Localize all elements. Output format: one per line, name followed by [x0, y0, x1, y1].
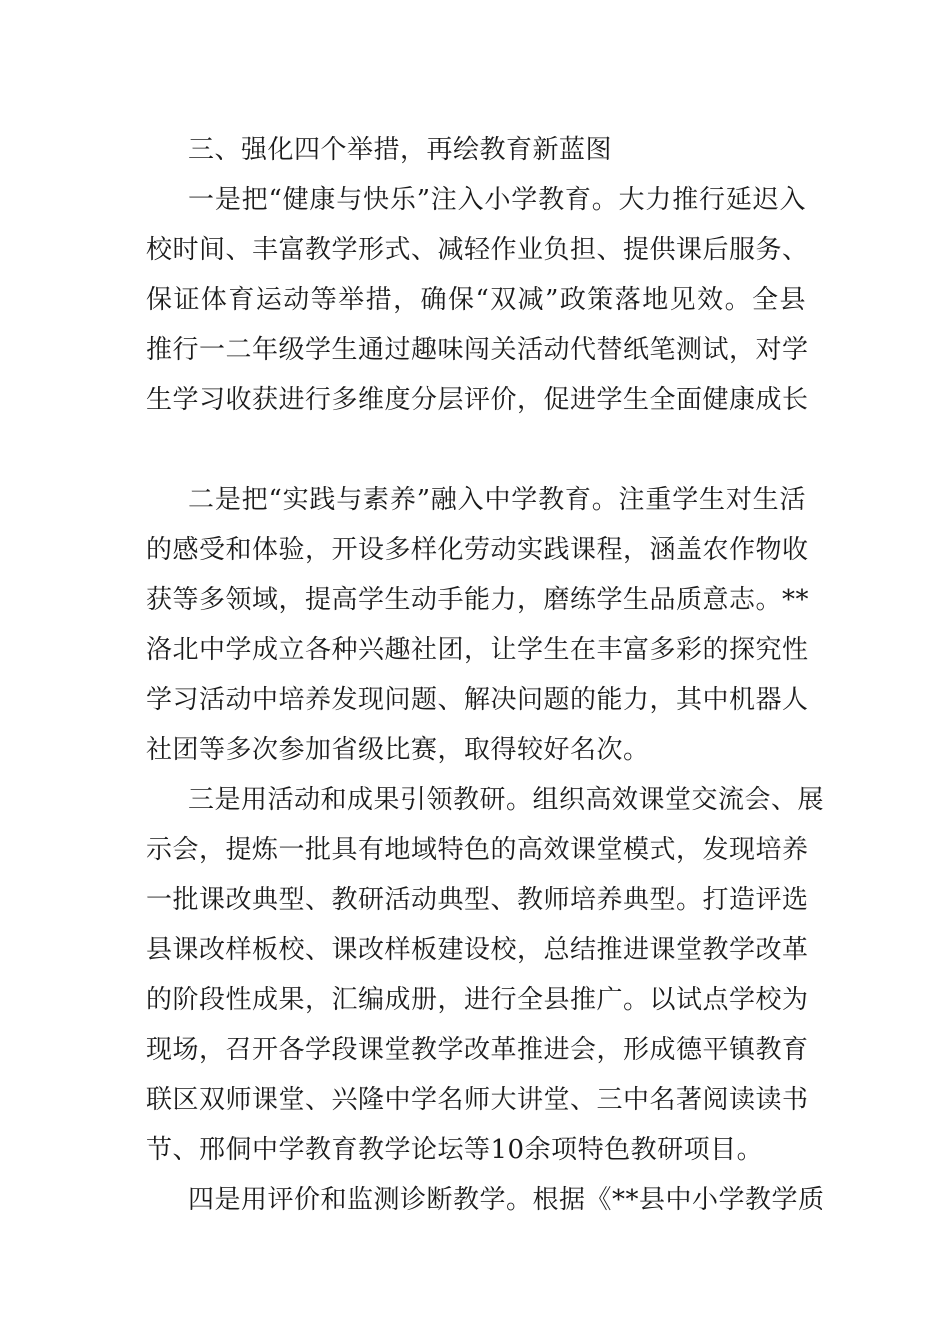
paragraph-line: 示会，提炼一批具有地域特色的高效课堂模式，发现培养 — [146, 835, 809, 865]
paragraph-line: 现场，召开各学段课堂教学改革推进会，形成德平镇教育 — [146, 1035, 809, 1065]
paragraph-line: 县课改样板校、课改样板建设校，总结推进课堂教学改革 — [146, 935, 809, 965]
paragraph-line: 学习活动中培养发现问题、解决问题的能力，其中机器人 — [146, 685, 809, 715]
paragraph-line: 的感受和体验，开设多样化劳动实践课程，涵盖农作物收 — [146, 535, 809, 565]
paragraph-line: 一是把“健康与快乐”注入小学教育。大力推行延迟入 — [188, 185, 806, 215]
paragraph-line: 的阶段性成果，汇编成册，进行全县推广。以试点学校为 — [146, 985, 809, 1015]
paragraph-line: 四是用评价和监测诊断教学。根据《**县中小学教学质 — [188, 1185, 825, 1215]
paragraph-line: 联区双师课堂、兴隆中学名师大讲堂、三中名著阅读读书 — [146, 1085, 809, 1115]
paragraph-line: 获等多领域，提高学生动手能力，磨练学生品质意志。** — [146, 585, 810, 615]
paragraph-line: 校时间、丰富教学形式、减轻作业负担、提供课后服务、 — [146, 235, 809, 265]
paragraph-line: 节、邢侗中学教育教学论坛等10余项特色教研项目。 — [146, 1135, 764, 1165]
section-heading: 三、强化四个举措，再绘教育新蓝图 — [188, 135, 613, 165]
paragraph-line: 一批课改典型、教研活动典型、教师培养典型。打造评选 — [146, 885, 809, 915]
paragraph-line: 推行一二年级学生通过趣味闯关活动代替纸笔测试，对学 — [146, 335, 809, 365]
paragraph-line: 三是用活动和成果引领教研。组织高效课堂交流会、展 — [188, 785, 825, 815]
paragraph-line: 保证体育运动等举措，确保“双减”政策落地见效。全县 — [146, 285, 806, 315]
paragraph-line: 二是把“实践与素养”融入中学教育。注重学生对生活 — [188, 485, 806, 515]
paragraph-line: 生学习收获进行多维度分层评价，促进学生全面健康成长 — [146, 385, 809, 415]
paragraph-line: 社团等多次参加省级比赛，取得较好名次。 — [146, 735, 650, 765]
paragraph-line: 洛北中学成立各种兴趣社团，让学生在丰富多彩的探究性 — [146, 635, 809, 665]
